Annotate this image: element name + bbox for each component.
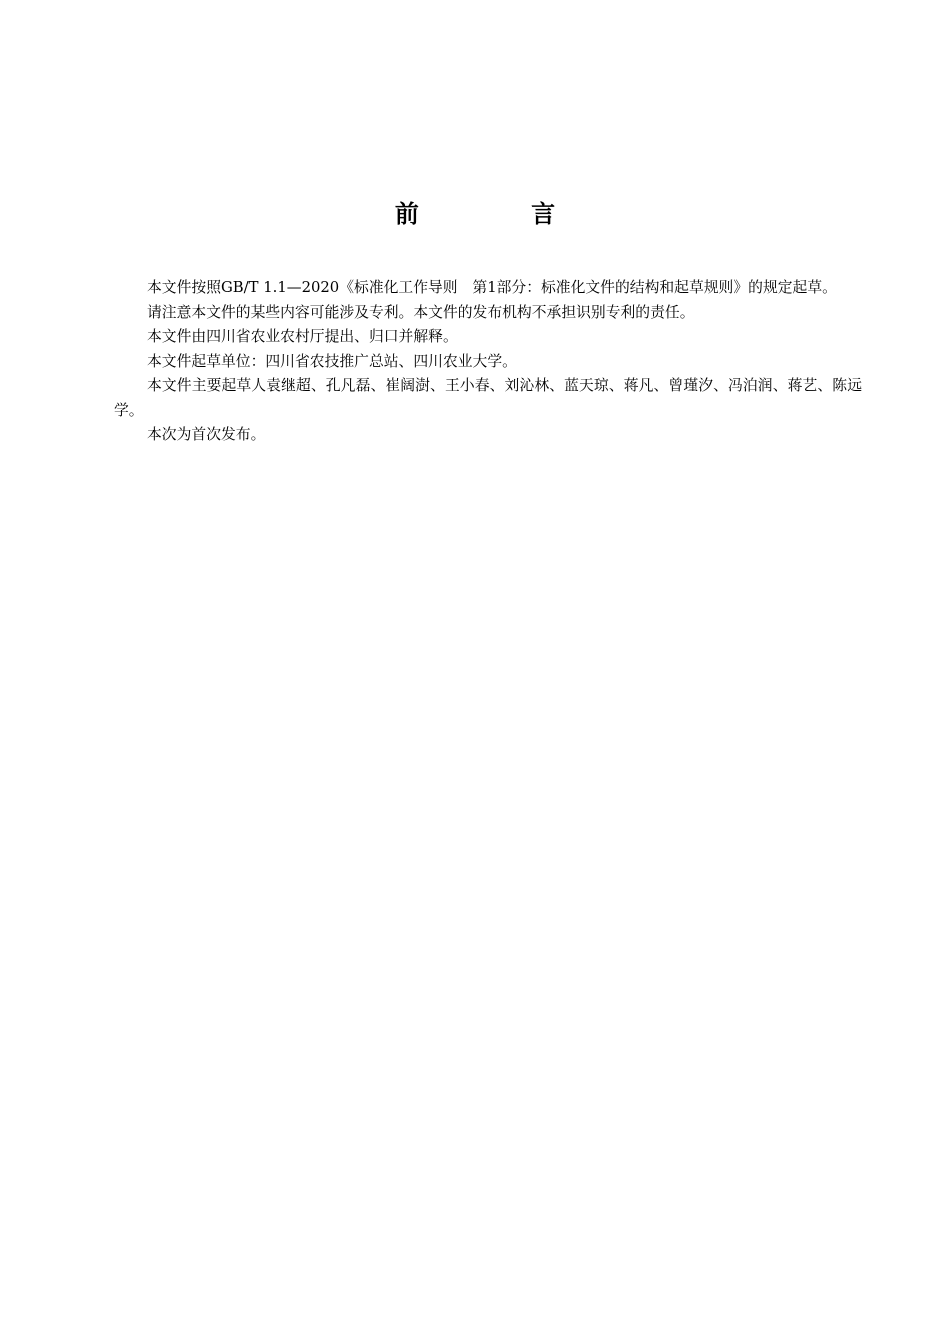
paragraph-drafters: 本文件主要起草人袁继超、孔凡磊、崔阔澍、王小春、刘沁林、蓝天琼、蒋凡、曾瑾汐、冯泊润、蒋艺、陈远学。 — [114, 377, 862, 419]
paragraph-proposer: 本文件由四川省农业农村厅提出、归口并解释。 — [147, 328, 458, 345]
paragraph-drafting-units: 本文件起草单位：四川省农技推广总站、四川农业大学。 — [147, 352, 517, 370]
paragraph-patent-notice: 请注意本文件的某些内容可能涉及专利。本文件的发布机构不承担识别专利的责任。 — [147, 303, 695, 321]
paragraph-drafting-rules: 本文件按照GB/T 1.1—2020《标准化工作导则 第1部分：标准化文件的结构和起草规则》的规定起草。 — [147, 279, 837, 296]
paragraph-release-note: 本次为首次发布。 — [147, 426, 266, 443]
foreword-title: 前 言 — [394, 200, 608, 228]
foreword-body — [114, 276, 862, 448]
